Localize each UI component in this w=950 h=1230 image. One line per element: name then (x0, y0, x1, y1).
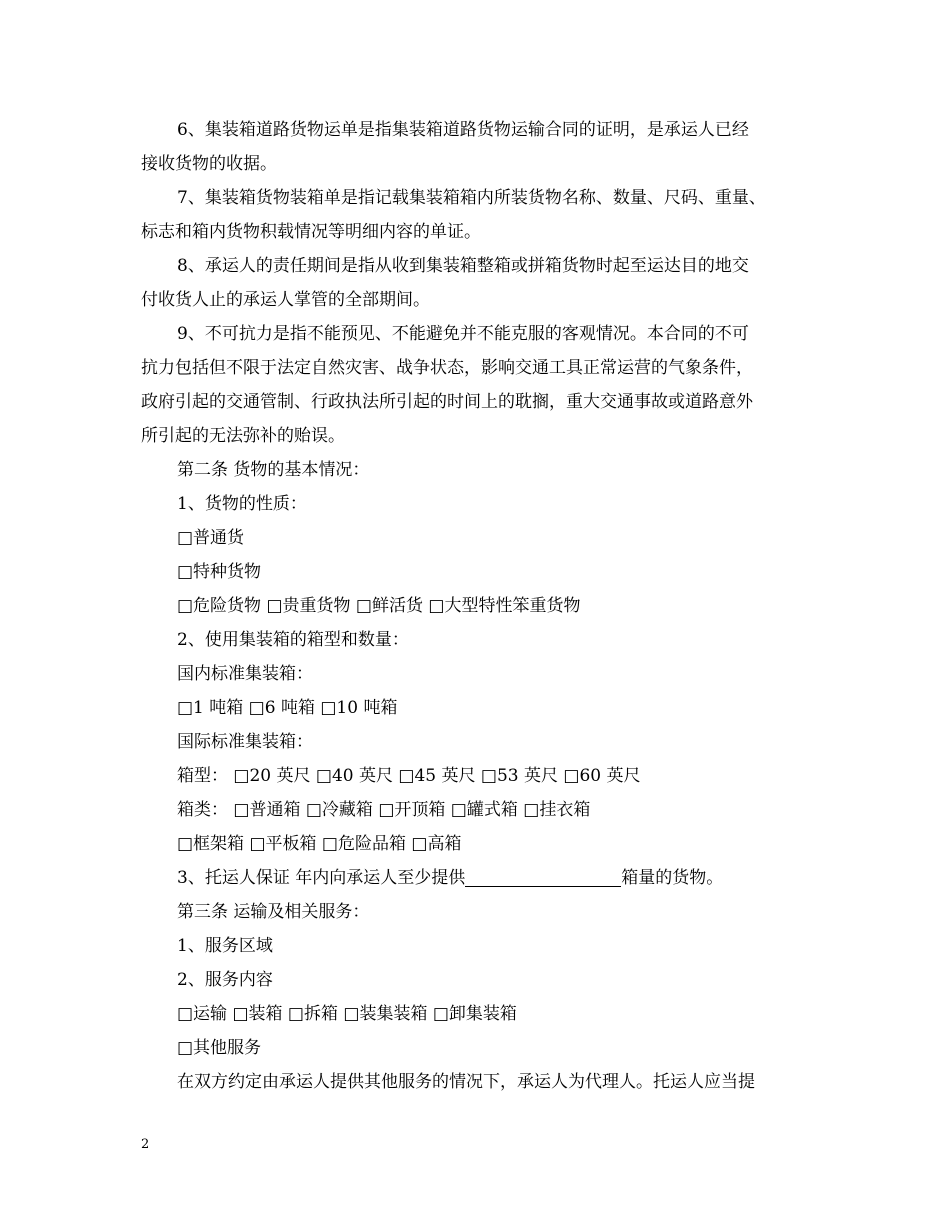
text-line: □其他服务 (177, 1038, 262, 1058)
text-line: □框架箱 □平板箱 □危险品箱 □高箱 (177, 834, 462, 854)
paragraph-block-bottom (141, 895, 831, 1099)
text-line: 国内标准集装箱： (177, 664, 313, 684)
text-line: 接收货物的收据。 (141, 154, 277, 174)
guarantee-text-before: 3、托运人保证 年内向承运人至少提供 (177, 868, 466, 888)
text-line: □1 吨箱 □6 吨箱 □10 吨箱 (177, 698, 398, 718)
text-line: □危险货物 □贵重货物 □鲜活货 □大型特性笨重货物 (177, 596, 581, 616)
fill-in-blank[interactable] (465, 866, 621, 887)
text-line: 在双方约定由承运人提供其他服务的情况下，承运人为代理人。托运人应当提 (177, 1072, 755, 1092)
text-line: 1、货物的性质： (177, 494, 307, 514)
text-line: 国际标准集装箱： (177, 732, 313, 752)
text-line: 2、服务内容 (177, 970, 273, 990)
text-line: 所引起的无法弥补的贻误。 (141, 426, 345, 446)
text-line: 第二条 货物的基本情况： (177, 460, 370, 480)
paragraph-block-top (141, 113, 831, 861)
page-number: 2 (141, 1137, 150, 1152)
text-line: 9、不可抗力是指不能预见、不能避免并不能克服的客观情况。本合同的不可 (177, 324, 749, 344)
text-line: □特种货物 (177, 562, 262, 582)
text-line: 8、承运人的责任期间是指从收到集装箱整箱或拼箱货物时起至运达目的地交 (177, 256, 749, 276)
text-line: 抗力包括但不限于法定自然灾害、战争状态，影响交通工具正常运营的气象条件， (141, 358, 753, 378)
guarantee-line (141, 861, 831, 895)
text-line: 箱类： □普通箱 □冷藏箱 □开顶箱 □罐式箱 □挂衣箱 (177, 800, 591, 820)
document-body (141, 113, 831, 1099)
text-line: □运输 □装箱 □拆箱 □装集装箱 □卸集装箱 (177, 1004, 517, 1024)
text-line: 6、集装箱道路货物运单是指集装箱道路货物运输合同的证明，是承运人已经 (177, 120, 749, 140)
text-line: 政府引起的交通管制、行政执法所引起的时间上的耽搁，重大交通事故或道路意外 (141, 392, 753, 412)
text-line: 7、集装箱货物装箱单是指记载集装箱箱内所装货物名称、数量、尺码、重量、 (177, 188, 766, 208)
guarantee-text-after: 箱量的货物。 (621, 868, 724, 888)
text-line: 标志和箱内货物积载情况等明细内容的单证。 (141, 222, 481, 242)
text-line: 1、服务区域 (177, 936, 273, 956)
text-line: 第三条 运输及相关服务： (177, 902, 370, 922)
text-line: 箱型： □20 英尺 □40 英尺 □45 英尺 □53 英尺 □60 英尺 (177, 766, 641, 786)
text-line: 付收货人止的承运人掌管的全部期间。 (141, 290, 430, 310)
text-line: □普通货 (177, 528, 245, 548)
text-line: 2、使用集装箱的箱型和数量： (177, 630, 409, 650)
